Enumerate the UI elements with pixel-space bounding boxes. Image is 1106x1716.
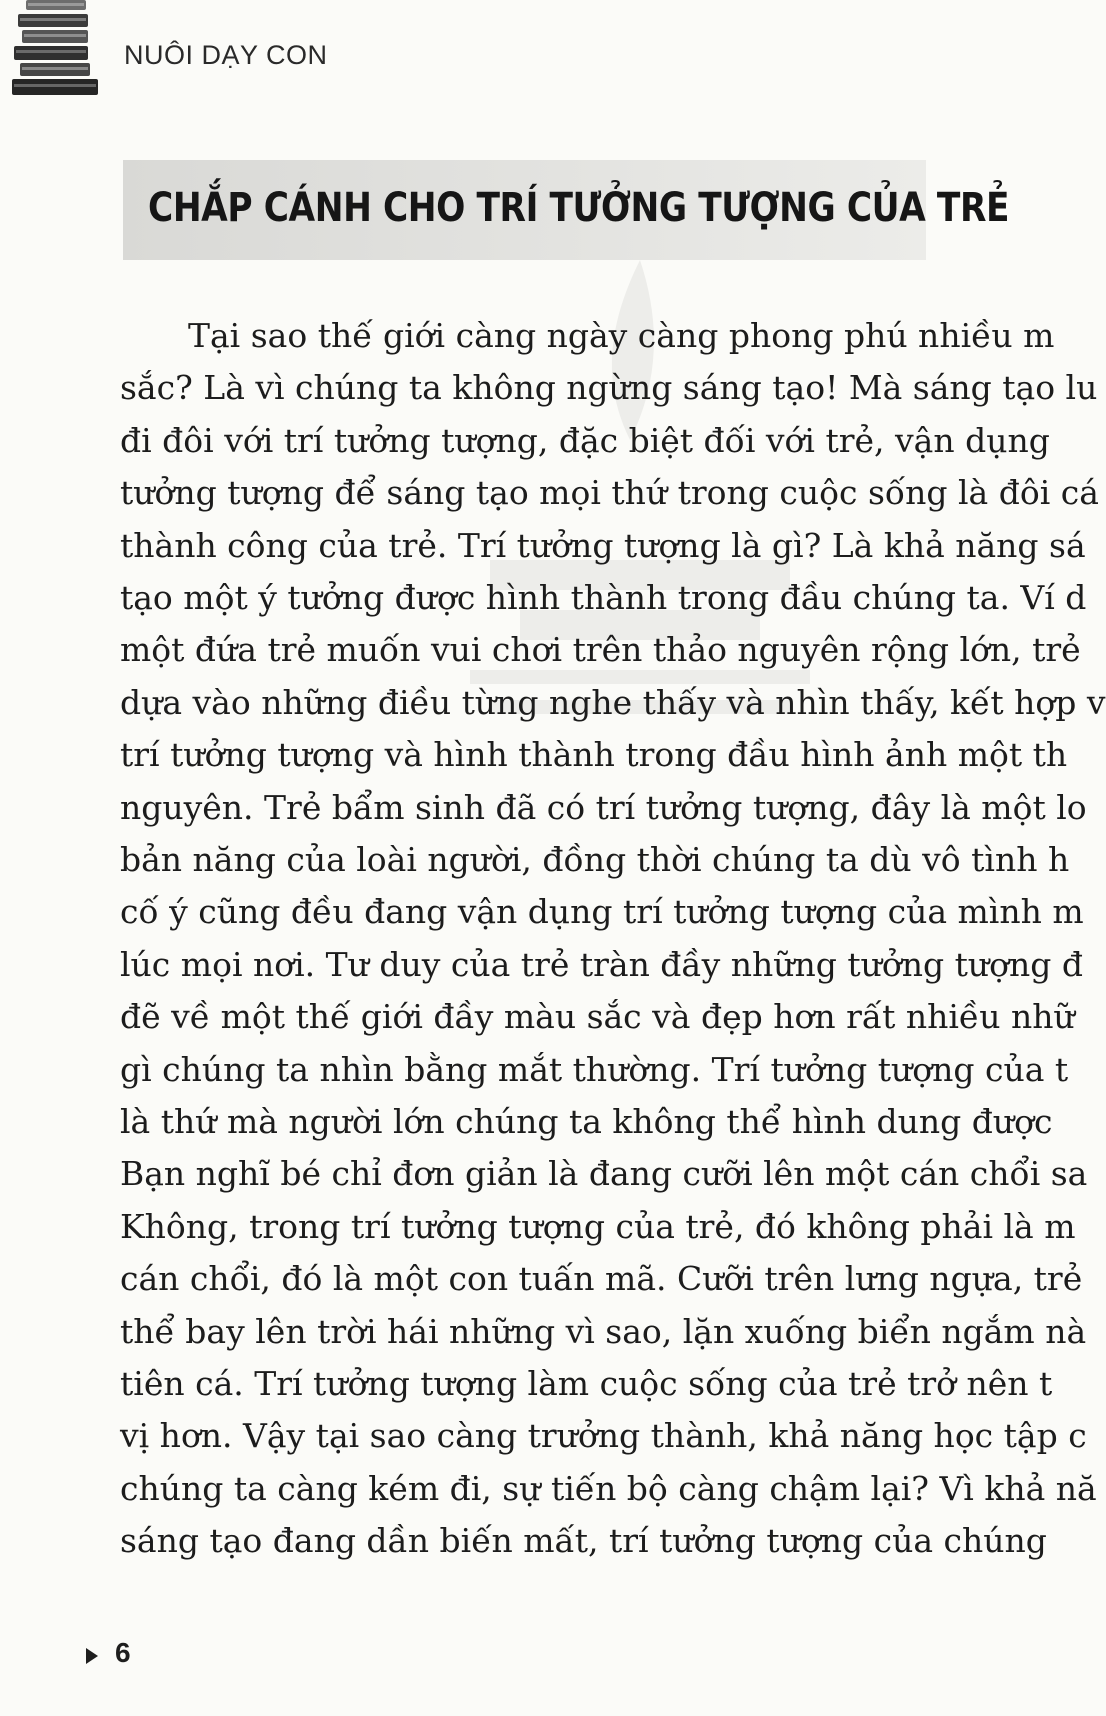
text-line: sáng tạo đang dần biến mất, trí tưởng tượng của chúng bbox=[120, 1521, 1047, 1561]
text-line: bản năng của loài người, đồng thời chúng ta dù vô tình h bbox=[120, 840, 1070, 879]
text-line: đi đôi với trí tưởng tượng, đặc biệt đối với trẻ, vận dụng bbox=[120, 420, 1050, 460]
text-line: cố ý cũng đều đang vận dụng trí tưởng tượng của mình m bbox=[120, 892, 1084, 932]
text-line: đẽ về một thế giới đầy màu sắc và đẹp hơn rất nhiều nhữ bbox=[120, 997, 1075, 1037]
text-line: cán chổi, đó là một con tuấn mã. Cưỡi trên lưng ngựa, trẻ bbox=[120, 1259, 1083, 1299]
page-number: 6 bbox=[115, 1637, 131, 1668]
triangle-right-icon bbox=[86, 1648, 98, 1664]
text-line: tạo một ý tưởng được hình thành trong đầu chúng ta. Ví d bbox=[120, 578, 1087, 617]
text-line: thể bay lên trời hái những vì sao, lặn xuống biển ngắm nà bbox=[120, 1311, 1087, 1351]
text-line: trí tưởng tượng và hình thành trong đầu hình ảnh một th bbox=[120, 735, 1068, 775]
text-line: nguyên. Trẻ bẩm sinh đã có trí tưởng tượng, đây là một lo bbox=[120, 787, 1087, 827]
text-line: thành công của trẻ. Trí tưởng tượng là gì? Là khả năng sá bbox=[120, 525, 1086, 565]
text-line: Bạn nghĩ bé chỉ đơn giản là đang cưỡi lên một cán chổi sa bbox=[120, 1154, 1088, 1194]
text-line: gì chúng ta nhìn bằng mắt thường. Trí tưởng tượng của t bbox=[120, 1049, 1069, 1089]
stacked-books-icon bbox=[10, 0, 102, 100]
text-line: tưởng tượng để sáng tạo mọi thứ trong cuộc sống là đôi cá bbox=[120, 473, 1099, 513]
chapter-title: CHẮP CÁNH CHO TRÍ TƯỞNG TƯỢNG CỦA TRẺ bbox=[148, 185, 1010, 231]
text-line: tiên cá. Trí tưởng tượng làm cuộc sống của trẻ trở nên t bbox=[120, 1364, 1053, 1403]
running-head: NUÔI DẠY CON bbox=[124, 40, 328, 70]
text-line: một đứa trẻ muốn vui chơi trên thảo nguyên rộng lớn, trẻ bbox=[120, 630, 1081, 670]
text-line: là thứ mà người lớn chúng ta không thể hình dung được bbox=[120, 1102, 1053, 1141]
text-line: Tại sao thế giới càng ngày càng phong phú nhiều m bbox=[188, 316, 1055, 355]
text-line: lúc mọi nơi. Tư duy của trẻ tràn đầy những tưởng tượng đ bbox=[120, 944, 1084, 984]
text-line: chúng ta càng kém đi, sự tiến bộ càng chậm lại? Vì khả nă bbox=[120, 1468, 1097, 1508]
text-line: sắc? Là vì chúng ta không ngừng sáng tạo! Mà sáng tạo lu bbox=[120, 368, 1098, 408]
text-line: vị hơn. Vậy tại sao càng trưởng thành, khả năng học tập c bbox=[120, 1416, 1087, 1456]
text-line: Không, trong trí tưởng tượng của trẻ, đó không phải là m bbox=[120, 1206, 1076, 1246]
text-line: dựa vào những điều từng nghe thấy và nhìn thấy, kết hợp v bbox=[120, 682, 1106, 722]
body-paragraph bbox=[0, 310, 1106, 1610]
